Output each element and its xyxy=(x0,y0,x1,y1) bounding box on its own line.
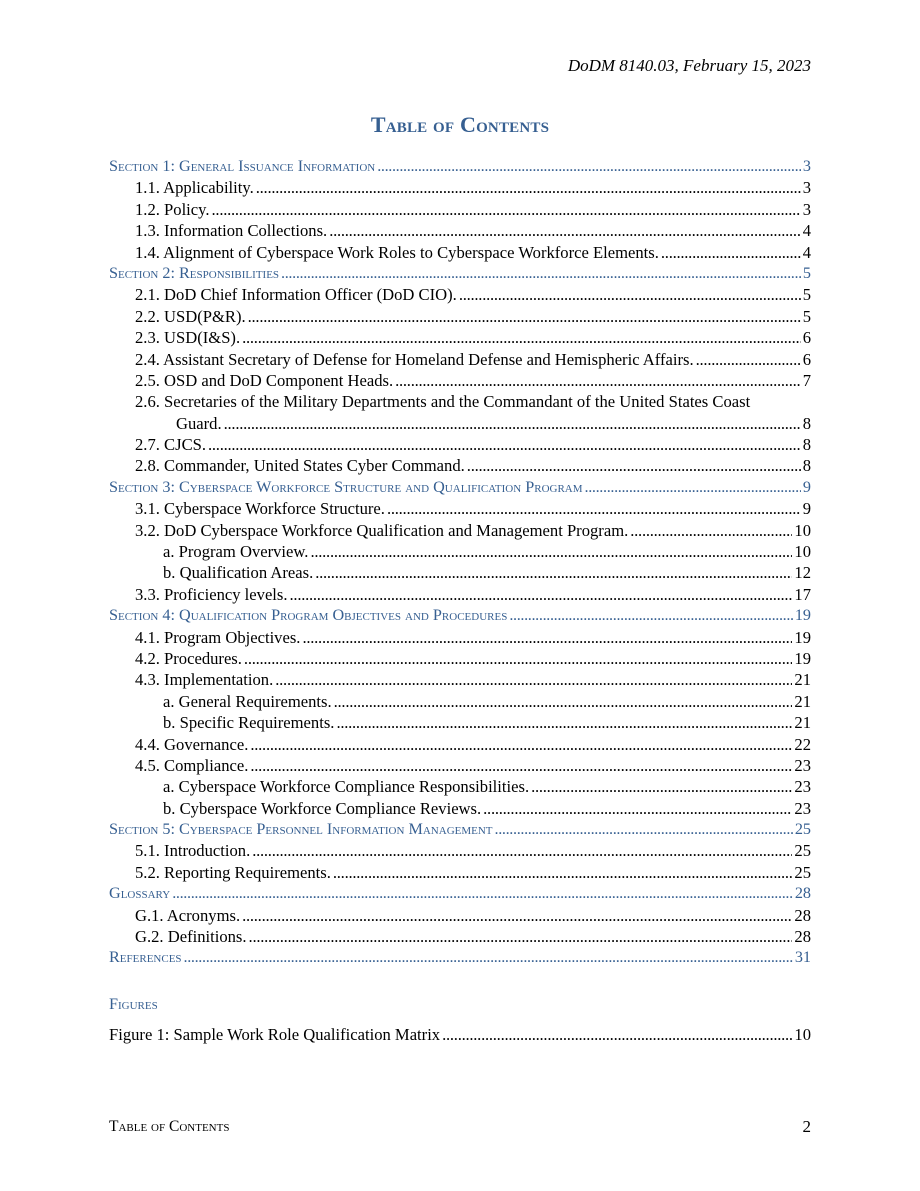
toc-entry-page: 5 xyxy=(802,285,811,305)
toc-entry-page: 9 xyxy=(802,477,811,496)
toc-entry-label: b. Specific Requirements. xyxy=(163,713,335,733)
dot-leader xyxy=(250,755,792,776)
figure-entry-page: 10 xyxy=(794,1024,811,1044)
dot-leader xyxy=(333,862,793,883)
dot-leader xyxy=(377,156,801,177)
toc-entry-label: a. General Requirements. xyxy=(163,691,332,711)
toc-entry-label: G.1. Acronyms. xyxy=(135,905,241,925)
toc-entry[interactable] xyxy=(109,627,811,648)
toc-entry-page: 19 xyxy=(794,648,811,668)
toc-entry-label: Section 4: Qualification Program Objectives and Procedures xyxy=(109,606,508,625)
toc-entry-label: 5.2. Reporting Requirements. xyxy=(135,862,331,882)
toc-entry[interactable] xyxy=(109,669,811,690)
toc-entry[interactable] xyxy=(109,798,811,819)
toc-entry-page: 8 xyxy=(802,435,811,455)
dot-leader xyxy=(244,648,792,669)
dot-leader xyxy=(242,905,792,926)
toc-entry-page: 6 xyxy=(802,349,811,369)
toc-entry[interactable] xyxy=(109,755,811,776)
toc-entry-page: 21 xyxy=(794,713,811,733)
figures-list xyxy=(109,1024,811,1045)
toc-entry-label: 4.4. Governance. xyxy=(135,734,249,754)
dot-leader xyxy=(310,541,792,562)
dot-leader xyxy=(495,819,793,840)
toc-entry-page: 12 xyxy=(794,563,811,583)
toc-entry-label: 4.2. Procedures. xyxy=(135,648,242,668)
toc-entry-page: 28 xyxy=(794,927,811,947)
dot-leader xyxy=(336,712,792,733)
dot-leader xyxy=(334,691,793,712)
toc-entry[interactable] xyxy=(109,177,811,198)
toc-entry-page: 10 xyxy=(794,520,811,540)
toc-section-entry[interactable] xyxy=(109,263,811,284)
toc-entry-page: 3 xyxy=(802,156,811,175)
toc-entry[interactable] xyxy=(109,242,811,263)
toc-entry-label: 1.3. Information Collections. xyxy=(135,221,328,241)
toc-entry-label: 2.3. USD(I&S). xyxy=(135,328,241,348)
toc-entry-label: 3.3. Proficiency levels. xyxy=(135,584,288,604)
toc-entry-page: 25 xyxy=(794,862,811,882)
toc-entry[interactable] xyxy=(109,284,811,305)
toc-entry-label: References xyxy=(109,948,182,967)
footer-section-name: Table of Contents xyxy=(109,1118,230,1135)
figure-entry-label: Figure 1: Sample Work Role Qualification Matrix xyxy=(109,1024,441,1044)
toc-entry-page: 23 xyxy=(794,777,811,797)
dot-leader xyxy=(531,776,792,797)
table-of-contents xyxy=(109,156,811,969)
toc-entry-page: 4 xyxy=(802,242,811,262)
toc-entry-label: Section 2: Responsibilities xyxy=(109,263,280,282)
toc-entry-page: 23 xyxy=(794,755,811,775)
toc-entry-label: Glossary xyxy=(109,884,171,903)
toc-entry-page: 9 xyxy=(802,499,811,519)
toc-entry[interactable] xyxy=(109,541,811,562)
dot-leader xyxy=(315,562,792,583)
toc-entry-label: 2.5. OSD and DoD Component Heads. xyxy=(135,370,394,390)
toc-entry-page: 5 xyxy=(802,306,811,326)
toc-entry[interactable] xyxy=(109,841,811,862)
toc-entry-label: 4.1. Program Objectives. xyxy=(135,627,301,647)
dot-leader xyxy=(483,798,792,819)
toc-entry-label: G.2. Definitions. xyxy=(135,927,247,947)
page-title: Table of Contents xyxy=(370,112,550,137)
toc-entry-page: 4 xyxy=(802,221,811,241)
toc-entry-label: a. Cyberspace Workforce Compliance Responsibilities. xyxy=(163,777,530,797)
toc-entry-label: a. Program Overview. xyxy=(163,542,309,562)
toc-entry-page: 25 xyxy=(794,841,811,861)
toc-entry-page: 7 xyxy=(802,370,811,390)
toc-entry-label: Guard. xyxy=(176,413,222,433)
toc-section-entry[interactable] xyxy=(109,883,811,904)
toc-entry-page: 19 xyxy=(794,606,811,625)
toc-entry-label: 1.1. Applicability. xyxy=(135,178,254,198)
toc-entry-page: 3 xyxy=(802,199,811,219)
dot-leader xyxy=(696,349,801,370)
toc-entry-label: 1.2. Policy. xyxy=(135,199,210,219)
dot-leader xyxy=(252,841,792,862)
dot-leader xyxy=(208,434,801,455)
toc-entry-label: 2.1. DoD Chief Information Officer (DoD CIO). xyxy=(135,285,457,305)
toc-entry-label: 5.1. Introduction. xyxy=(135,841,251,861)
toc-entry[interactable] xyxy=(109,391,811,412)
toc-entry-page: 5 xyxy=(802,263,811,282)
dot-leader xyxy=(467,455,801,476)
toc-section-entry[interactable] xyxy=(109,605,811,626)
dot-leader xyxy=(661,242,801,263)
toc-entry-label: 1.4. Alignment of Cyberspace Work Roles to Cyberspace Workforce Elements. xyxy=(135,242,659,262)
toc-entry[interactable] xyxy=(109,905,811,926)
dot-leader xyxy=(290,584,793,605)
toc-entry-label: 3.1. Cyberspace Workforce Structure. xyxy=(135,499,385,519)
toc-section-entry[interactable] xyxy=(109,156,811,177)
toc-entry-page: 8 xyxy=(802,413,811,433)
toc-entry-page: 28 xyxy=(794,884,811,903)
toc-entry-page: 17 xyxy=(794,584,811,604)
dot-leader xyxy=(281,263,801,284)
dot-leader xyxy=(249,926,793,947)
dot-leader xyxy=(250,734,792,755)
dot-leader xyxy=(459,284,801,305)
figures-heading[interactable]: Figures xyxy=(109,995,158,1013)
toc-entry-label: b. Qualification Areas. xyxy=(163,563,314,583)
toc-entry-page: 21 xyxy=(794,670,811,690)
toc-entry[interactable] xyxy=(109,455,811,476)
toc-entry[interactable] xyxy=(109,734,811,755)
dot-leader xyxy=(395,370,801,391)
toc-entry[interactable] xyxy=(109,584,811,605)
dot-leader xyxy=(302,627,792,648)
dot-leader xyxy=(248,306,801,327)
toc-entry-label: 3.2. DoD Cyberspace Workforce Qualification and Management Program. xyxy=(135,520,629,540)
dot-leader xyxy=(275,669,792,690)
dot-leader xyxy=(630,520,792,541)
toc-entry-label: 2.2. USD(P&R). xyxy=(135,306,246,326)
toc-entry-label: 2.7. CJCS. xyxy=(135,435,207,455)
toc-entry[interactable] xyxy=(109,327,811,348)
toc-entry-page: 8 xyxy=(802,456,811,476)
dot-leader xyxy=(509,605,792,626)
toc-entry-page: 6 xyxy=(802,328,811,348)
toc-entry[interactable] xyxy=(109,434,811,455)
toc-entry-page: 25 xyxy=(794,820,811,839)
toc-entry[interactable] xyxy=(109,648,811,669)
toc-entry-label: 4.5. Compliance. xyxy=(135,755,249,775)
toc-entry-label: b. Cyberspace Workforce Compliance Reviews. xyxy=(163,798,482,818)
toc-entry-page: 19 xyxy=(794,627,811,647)
toc-entry-label: Section 5: Cyberspace Personnel Information Management xyxy=(109,820,493,839)
toc-entry[interactable] xyxy=(109,349,811,370)
toc-entry[interactable] xyxy=(109,691,811,712)
toc-entry-page: 3 xyxy=(802,178,811,198)
toc-entry[interactable] xyxy=(109,562,811,583)
toc-entry[interactable] xyxy=(109,776,811,797)
dot-leader xyxy=(329,220,801,241)
toc-entry[interactable] xyxy=(109,712,811,733)
toc-entry-page: 28 xyxy=(794,905,811,925)
toc-entry-page: 22 xyxy=(794,734,811,754)
toc-entry[interactable] xyxy=(109,926,811,947)
dot-leader xyxy=(242,327,801,348)
toc-entry[interactable] xyxy=(109,306,811,327)
dot-leader xyxy=(224,413,801,434)
toc-section-entry[interactable] xyxy=(109,819,811,840)
toc-entry-page: 10 xyxy=(794,542,811,562)
dot-leader xyxy=(585,477,801,498)
toc-entry[interactable] xyxy=(109,370,811,391)
toc-entry-page: 23 xyxy=(794,798,811,818)
toc-entry-page: 21 xyxy=(794,691,811,711)
dot-leader xyxy=(387,498,801,519)
dot-leader xyxy=(172,883,793,904)
toc-entry-label: Section 3: Cyberspace Workforce Structure and Qualification Program xyxy=(109,477,583,496)
dot-leader xyxy=(442,1024,792,1045)
toc-entry[interactable] xyxy=(109,520,811,541)
toc-entry-label: 2.8. Commander, United States Cyber Command. xyxy=(135,456,465,476)
figure-entry[interactable] xyxy=(109,1024,811,1045)
dot-leader xyxy=(212,199,801,220)
document-header: DoDM 8140.03, February 15, 2023 xyxy=(567,56,811,75)
dot-leader xyxy=(256,177,801,198)
toc-entry[interactable] xyxy=(109,199,811,220)
toc-entry-label: 2.4. Assistant Secretary of Defense for Homeland Defense and Hemispheric Affairs. xyxy=(135,349,694,369)
toc-entry-label: 4.3. Implementation. xyxy=(135,670,274,690)
toc-entry[interactable] xyxy=(109,498,811,519)
toc-entry[interactable] xyxy=(109,862,811,883)
dot-leader xyxy=(184,947,793,968)
toc-entry[interactable] xyxy=(109,220,811,241)
toc-entry-page: 31 xyxy=(794,948,811,967)
toc-section-entry[interactable] xyxy=(109,477,811,498)
toc-section-entry[interactable] xyxy=(109,947,811,968)
toc-entry-label: Section 1: General Issuance Information xyxy=(109,156,376,175)
footer-page-number: 2 xyxy=(802,1117,811,1136)
toc-entry[interactable] xyxy=(109,413,811,434)
toc-entry-label: 2.6. Secretaries of the Military Departments and the Commandant of the United States Coast xyxy=(135,392,751,412)
